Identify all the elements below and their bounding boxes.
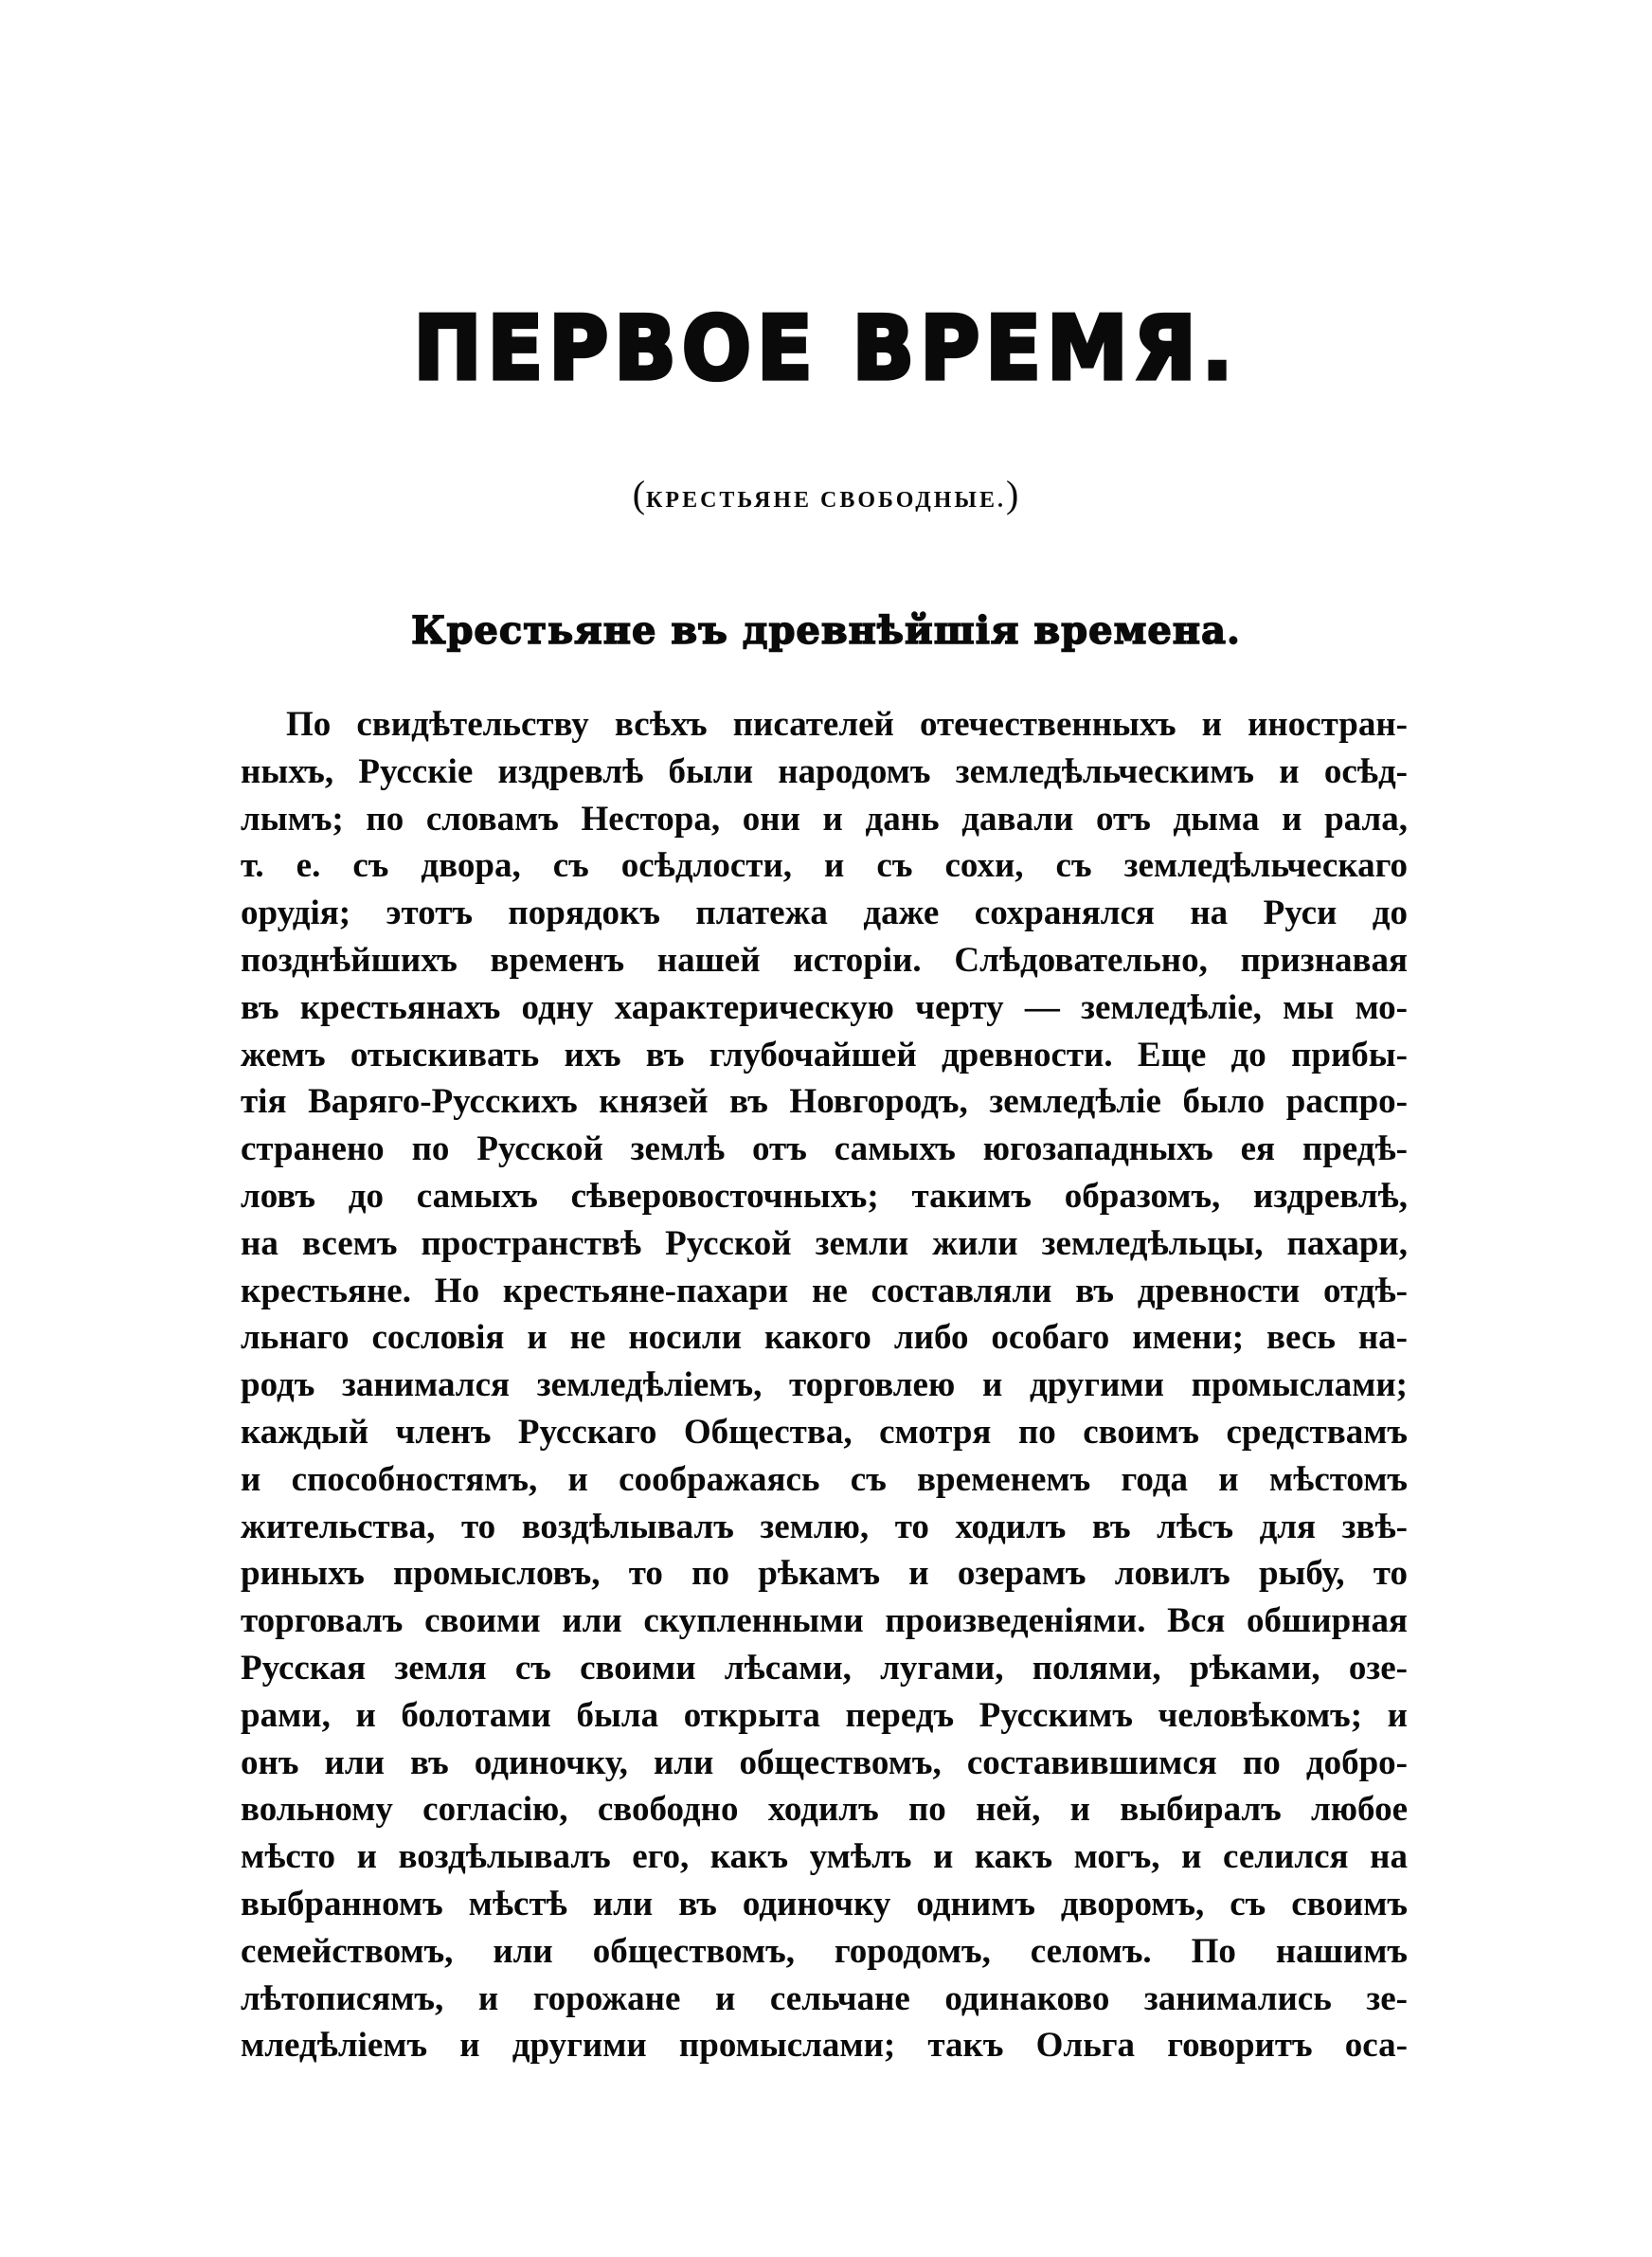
- text-line: льнаго сословія и не носили какого либо особаго имени; весь на-: [241, 1318, 1408, 1358]
- subtitle-text: КРЕСТЬЯНЕ СВОБОДНЫЕ.: [646, 488, 1006, 513]
- subtitle-open-paren: (: [632, 473, 647, 515]
- text-line: ныхъ, Русскіе издревлѣ были народомъ земледѣльческимъ и осѣд-: [241, 751, 1408, 791]
- text-line: онъ или въ одиночку, или обществомъ, составившимся по добро-: [241, 1742, 1408, 1782]
- text-line: вольному согласію, свободно ходилъ по ней, и выбиралъ любое: [241, 1790, 1408, 1830]
- text-line: орудія; этотъ порядокъ платежа даже сохранялся на Руси до: [241, 894, 1408, 933]
- body-text: [241, 701, 1408, 2069]
- text-line: жительства, то воздѣлывалъ землю, то ходилъ въ лѣсъ для звѣ-: [241, 1507, 1408, 1546]
- text-line: семействомъ, или обществомъ, городомъ, селомъ. По нашимъ: [241, 1931, 1408, 1971]
- text-line: родъ занимался земледѣліемъ, торговлею и другими промыслами;: [241, 1365, 1408, 1405]
- text-line: странено по Русской землѣ отъ самыхъ югозападныхъ ея предѣ-: [241, 1129, 1408, 1169]
- text-line: жемъ отыскивать ихъ въ глубочайшей древности. Еще до прибы-: [241, 1035, 1408, 1074]
- text-line: каждый членъ Русскаго Общества, смотря по своимъ средствамъ: [241, 1412, 1408, 1452]
- text-line: въ крестьянахъ одну характерическую черту — земледѣліе, мы мо-: [241, 987, 1408, 1027]
- text-line: ловъ до самыхъ сѣверовосточныхъ; такимъ образомъ, издревлѣ,: [241, 1176, 1408, 1216]
- text-line: мледѣліемъ и другими промыслами; такъ Ольга говоритъ оса-: [241, 2026, 1408, 2066]
- text-line: выбранномъ мѣстѣ или въ одиночку однимъ дворомъ, съ своимъ: [241, 1884, 1408, 1923]
- text-line: мѣсто и воздѣлывалъ его, какъ умѣлъ и какъ могъ, и селился на: [241, 1837, 1408, 1877]
- text-line: и способностямъ, и соображаясь съ временемъ года и мѣстомъ: [241, 1459, 1408, 1499]
- text-line: Русская земля съ своими лѣсами, лугами, полями, рѣками, озе-: [241, 1648, 1408, 1688]
- text-line: крестьяне. Но крестьяне-пахари не составляли въ древности отдѣ-: [241, 1271, 1408, 1310]
- text-line: По свидѣтельству всѣхъ писателей отечественныхъ и иностран-: [286, 705, 1408, 744]
- text-line: т. е. съ двора, съ осѣдлости, и съ сохи, съ земледѣльческаго: [241, 846, 1408, 886]
- text-line: рами, и болотами была открыта передъ Русскимъ человѣкомъ; и: [241, 1695, 1408, 1735]
- section-heading: Крестьяне въ древнѣйшія времена.: [411, 608, 1241, 653]
- text-line: тія Варяго-Русскихъ князей въ Новгородъ, земледѣліе было распро-: [241, 1082, 1408, 1122]
- text-line: торговалъ своими или скупленными произведеніями. Вся обширная: [241, 1601, 1408, 1641]
- page-title: ПЕРВОЕ ВРЕМЯ.: [413, 298, 1239, 400]
- text-line: на всемъ пространствѣ Русской земли жили земледѣльцы, пахари,: [241, 1223, 1408, 1263]
- text-line: позднѣйшихъ временъ нашей исторіи. Слѣдовательно, признавая: [241, 940, 1408, 980]
- text-line: лымъ; по словамъ Нестора, они и дань давали отъ дыма и рала,: [241, 799, 1408, 839]
- subtitle-close-paren: ): [1005, 473, 1020, 515]
- subtitle: [0, 472, 1652, 523]
- text-line: риныхъ промысловъ, то по рѣкамъ и озерамъ ловилъ рыбу, то: [241, 1554, 1408, 1594]
- text-line: лѣтописямъ, и горожане и сельчане одинаково занимались зе-: [241, 1978, 1408, 2018]
